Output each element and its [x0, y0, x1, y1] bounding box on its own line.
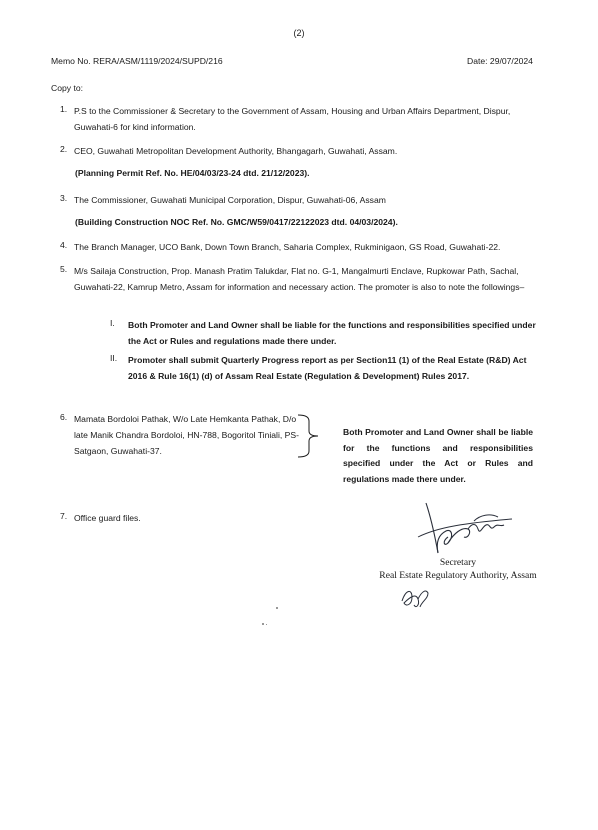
item-text: Mamata Bordoloi Pathak, W/o Late Hemkanta Pathak, D/o late Manik Chandra Bordoloi, HN-788, Bogoritol Tiniali, PS- Satgaon, Guwahati-37.	[74, 414, 299, 456]
handwritten-initials	[398, 583, 432, 616]
subitem-text: Both Promoter and Land Owner shall be liable for the functions and responsibilities specified under the Act or Rules and regulations made there under.	[128, 320, 536, 346]
land-owner-liability-note: Both Promoter and Land Owner shall be liable for the functions and responsibilities specified under the Act or Rules and regulations made there under.	[343, 427, 533, 484]
item-number: 3.	[60, 193, 68, 203]
planning-permit-reference: (Planning Permit Ref. No. HE/04/03/23-24 dtd. 21/12/2023).	[75, 168, 310, 178]
page-number: (2)	[293, 28, 305, 38]
building-noc-reference: (Building Construction NOC Ref. No. GMC/W59/0417/22122023 dtd. 04/03/2024).	[75, 217, 398, 227]
item-text: The Commissioner, Guwahati Municipal Corporation, Dispur, Guwahati-06, Assam	[74, 195, 386, 205]
curly-brace	[296, 413, 322, 462]
memo-date: Date: 29/07/2024	[467, 56, 533, 66]
subitem-number: II.	[110, 353, 118, 363]
scan-speck	[262, 623, 264, 625]
item-number: 4.	[60, 240, 68, 250]
subitem-number: I.	[110, 318, 115, 328]
signatory-authority: Real Estate Regulatory Authority, Assam	[379, 569, 537, 581]
item-number: 1.	[60, 104, 68, 114]
item-text: P.S to the Commissioner & Secretary to the Government of Assam, Housing and Urban Affairs Department, Dispur, Guwahati-6 for kind information.	[74, 106, 511, 132]
subitem-text: Promoter shall submit Quarterly Progress report as per Section11 (1) of the Real Estate (R&D) Act 2016 & Rule 16(1) (d) of Assam Real Estate (Regulation & Development) Rules 2017.	[128, 355, 527, 381]
item-number: 7.	[60, 511, 68, 521]
handwritten-signature	[408, 497, 528, 562]
item-number: 5.	[60, 264, 68, 274]
item-text: CEO, Guwahati Metropolitan Development Authority, Bhangagarh, Guwahati, Assam.	[74, 146, 398, 156]
scan-speck	[276, 607, 278, 609]
item-text: Office guard files.	[74, 513, 141, 523]
signature-block	[368, 557, 548, 582]
item-number: 6.	[60, 412, 68, 422]
copy-to-label: Copy to:	[51, 83, 84, 93]
signatory-title: Secretary	[439, 557, 477, 568]
item-number: 2.	[60, 144, 68, 154]
scan-speck	[266, 624, 267, 625]
memo-number: Memo No. RERA/ASM/1119/2024/SUPD/216	[51, 56, 223, 66]
item-text: The Branch Manager, UCO Bank, Down Town Branch, Saharia Complex, Rukminigaon, GS Road, Guwahati-22.	[74, 242, 501, 252]
item-text: M/s Sailaja Construction, Prop. Manash Pratim Talukdar, Flat no. G-1, Mangalmurti Enclave, Rupkowar Path, Sachal, Guwahati-22, Kamrup Metro, Assam for information and necessary action. The promoter is also to note the followings–	[74, 266, 525, 292]
